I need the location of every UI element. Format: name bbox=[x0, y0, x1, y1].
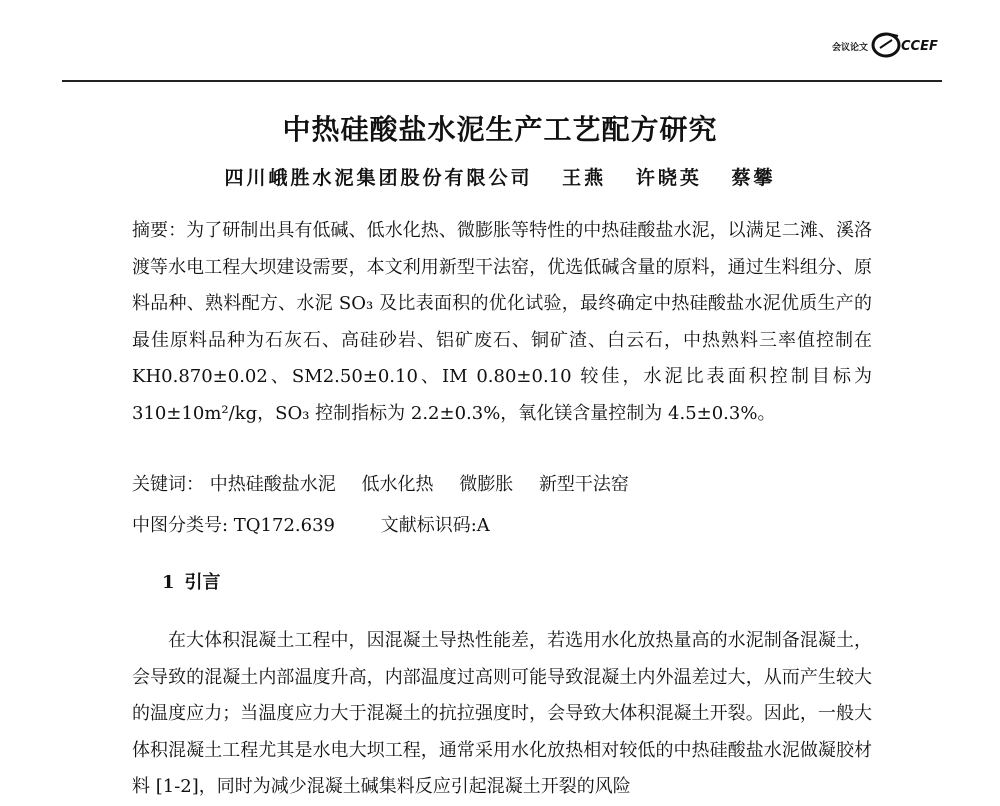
abstract bbox=[132, 213, 872, 432]
clc-number: 中图分类号: TQ172.639 bbox=[132, 515, 335, 536]
ccef-logo-icon bbox=[832, 30, 952, 60]
affiliation: 四川峨胜水泥集团股份有限公司 bbox=[224, 167, 533, 189]
abstract-text: 为了研制出具有低碱、低水化热、微膨胀等特性的中热硅酸盐水泥，以满足二滩、溪洛渡等水电工程大坝建设需要，本文利用新型干法窑，优选低碱含量的原料，通过生料组分、原料品种、熟料配方、水泥 SO₃ 及比表面积的优化试验，最终确定中热硅酸盐水泥优质生产的最佳原料品种为石灰石、高硅砂岩、铝矿废石、铜矿渣、白云石，中热熟料三率值控制在 KH0.870±0.02、SM2.50±0.10、IM 0.80±0.10 较佳，水泥比表面积控制目标为 310±10m²/kg，SO₃ 控制指标为 2.2±0.3%，氧化镁含量控制为 4.5±0.3%。 bbox=[132, 220, 873, 424]
author-name: 许晓英 bbox=[635, 167, 702, 189]
abstract-label: 摘要： bbox=[132, 220, 187, 241]
header-rule bbox=[62, 80, 942, 82]
section-title: 引言 bbox=[184, 572, 221, 593]
section-heading bbox=[162, 568, 221, 594]
keywords-label: 关键词： bbox=[132, 474, 204, 495]
keyword: 低水化热 bbox=[361, 474, 434, 495]
intro-paragraph: 在大体积混凝土工程中，因混凝土导热性能差，若选用水化放热量高的水泥制备混凝土，会导致的混凝土内部温度升高，内部温度过高则可能导致混凝土内外温差过大，从而产生较大的温度应力；当温度应力大于混凝土的抗拉强度时，会导致大体积混凝土开裂。因此，一般大体积混凝土工程尤其是水电大坝工程，通常采用水化放热相对较低的中热硅酸盐水泥做凝胶材料 [1-2]，同时为减少混凝土碱集料反应引起混凝土开裂的风险 bbox=[132, 630, 872, 797]
section-number: 1 bbox=[162, 572, 175, 593]
author-name: 王燕 bbox=[562, 167, 607, 189]
conference-logo bbox=[832, 30, 952, 60]
classification bbox=[132, 511, 490, 537]
keyword: 新型干法窑 bbox=[538, 474, 629, 495]
keywords bbox=[132, 470, 649, 496]
logo-en-text: CCEF bbox=[901, 39, 938, 54]
logo-cn-text: 会议论文 bbox=[832, 43, 869, 53]
paper-title: 中热硅酸盐水泥生产工艺配方研究 bbox=[282, 113, 718, 146]
keyword: 中热硅酸盐水泥 bbox=[209, 474, 336, 495]
keyword: 微膨胀 bbox=[459, 474, 514, 495]
document-code: 文献标识码:A bbox=[380, 515, 490, 536]
byline bbox=[0, 163, 1000, 190]
author-name: 蔡攀 bbox=[731, 167, 776, 189]
